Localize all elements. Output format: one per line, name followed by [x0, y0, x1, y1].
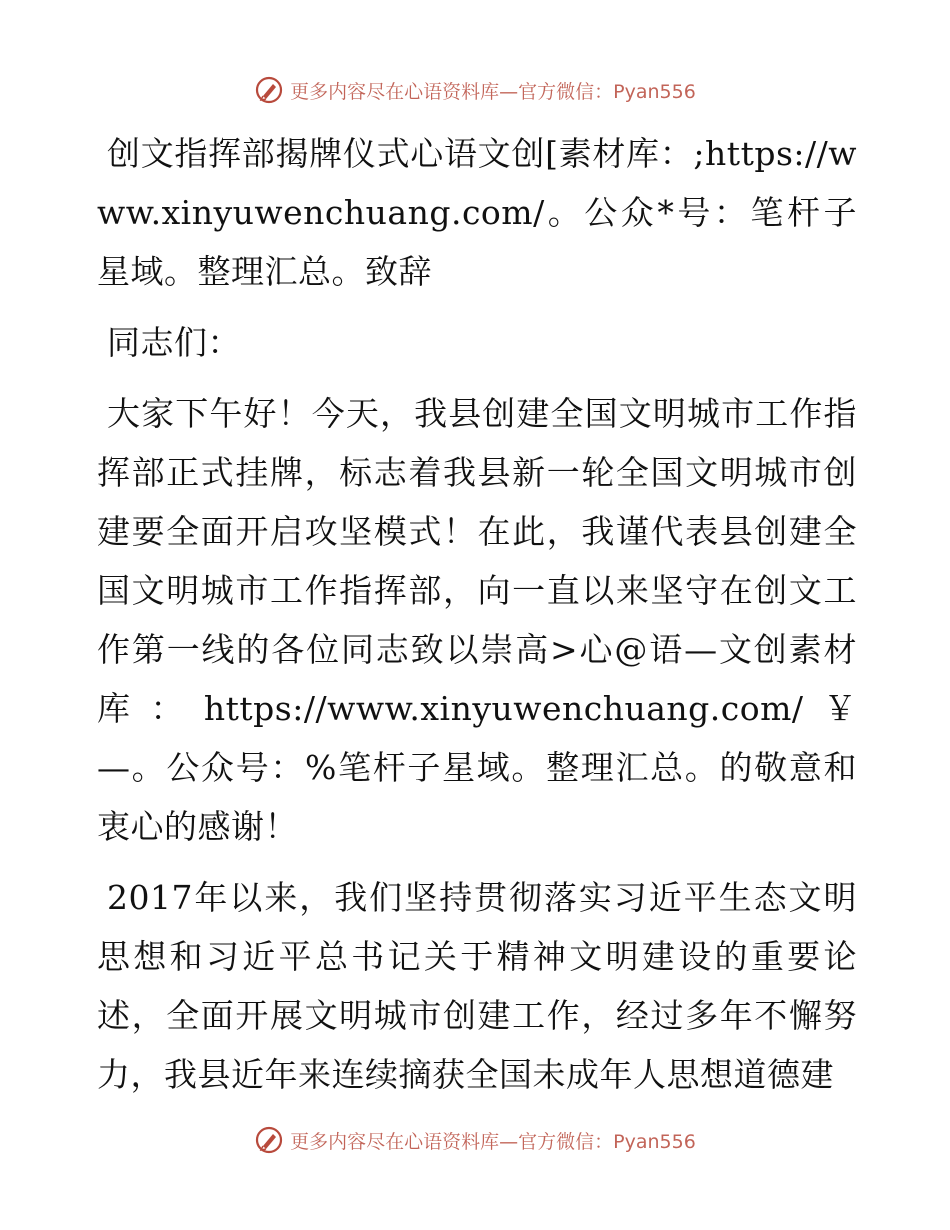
pen-logo-icon: [254, 1125, 284, 1155]
paragraph: 大家下午好！今天，我县创建全国文明城市工作指挥部正式挂牌，标志着我县新一轮全国文明城市创建要全面开启攻坚模式！在此，我谨代表县创建全国文明城市工作指挥部，向一直以来坚守在创文工作第一线的各位同志致以崇高>心@语—文创素材库：https://www.xinyuwenchuang.com/￥—。公众号：%笔杆子星域。整理汇总。的敬意和衷心的感谢！: [97, 394, 857, 846]
watermark-text: 更多内容尽在心语资料库—官方微信：Pyan556: [290, 1130, 696, 1153]
header-watermark-banner: [0, 72, 950, 108]
pen-logo-icon: [254, 75, 284, 105]
document-title: 创文指挥部揭牌仪式心语文创[素材库：;https://www.xinyuwenchuang.com/。公众*号：笔杆子星域。整理汇总。致辞: [97, 134, 857, 291]
document-body: [97, 124, 857, 1104]
watermark-text: 更多内容尽在心语资料库—官方微信：Pyan556: [290, 80, 696, 103]
greeting: 同志们：: [107, 323, 241, 362]
footer-watermark-banner: [0, 1122, 950, 1158]
paragraph: 2017年以来，我们坚持贯彻落实习近平生态文明思想和习近平总书记关于精神文明建设的重要论述，全面开展文明城市创建工作，经过多年不懈努力，我县近年来连续摘获全国未成年人思想道德建: [97, 878, 857, 1094]
